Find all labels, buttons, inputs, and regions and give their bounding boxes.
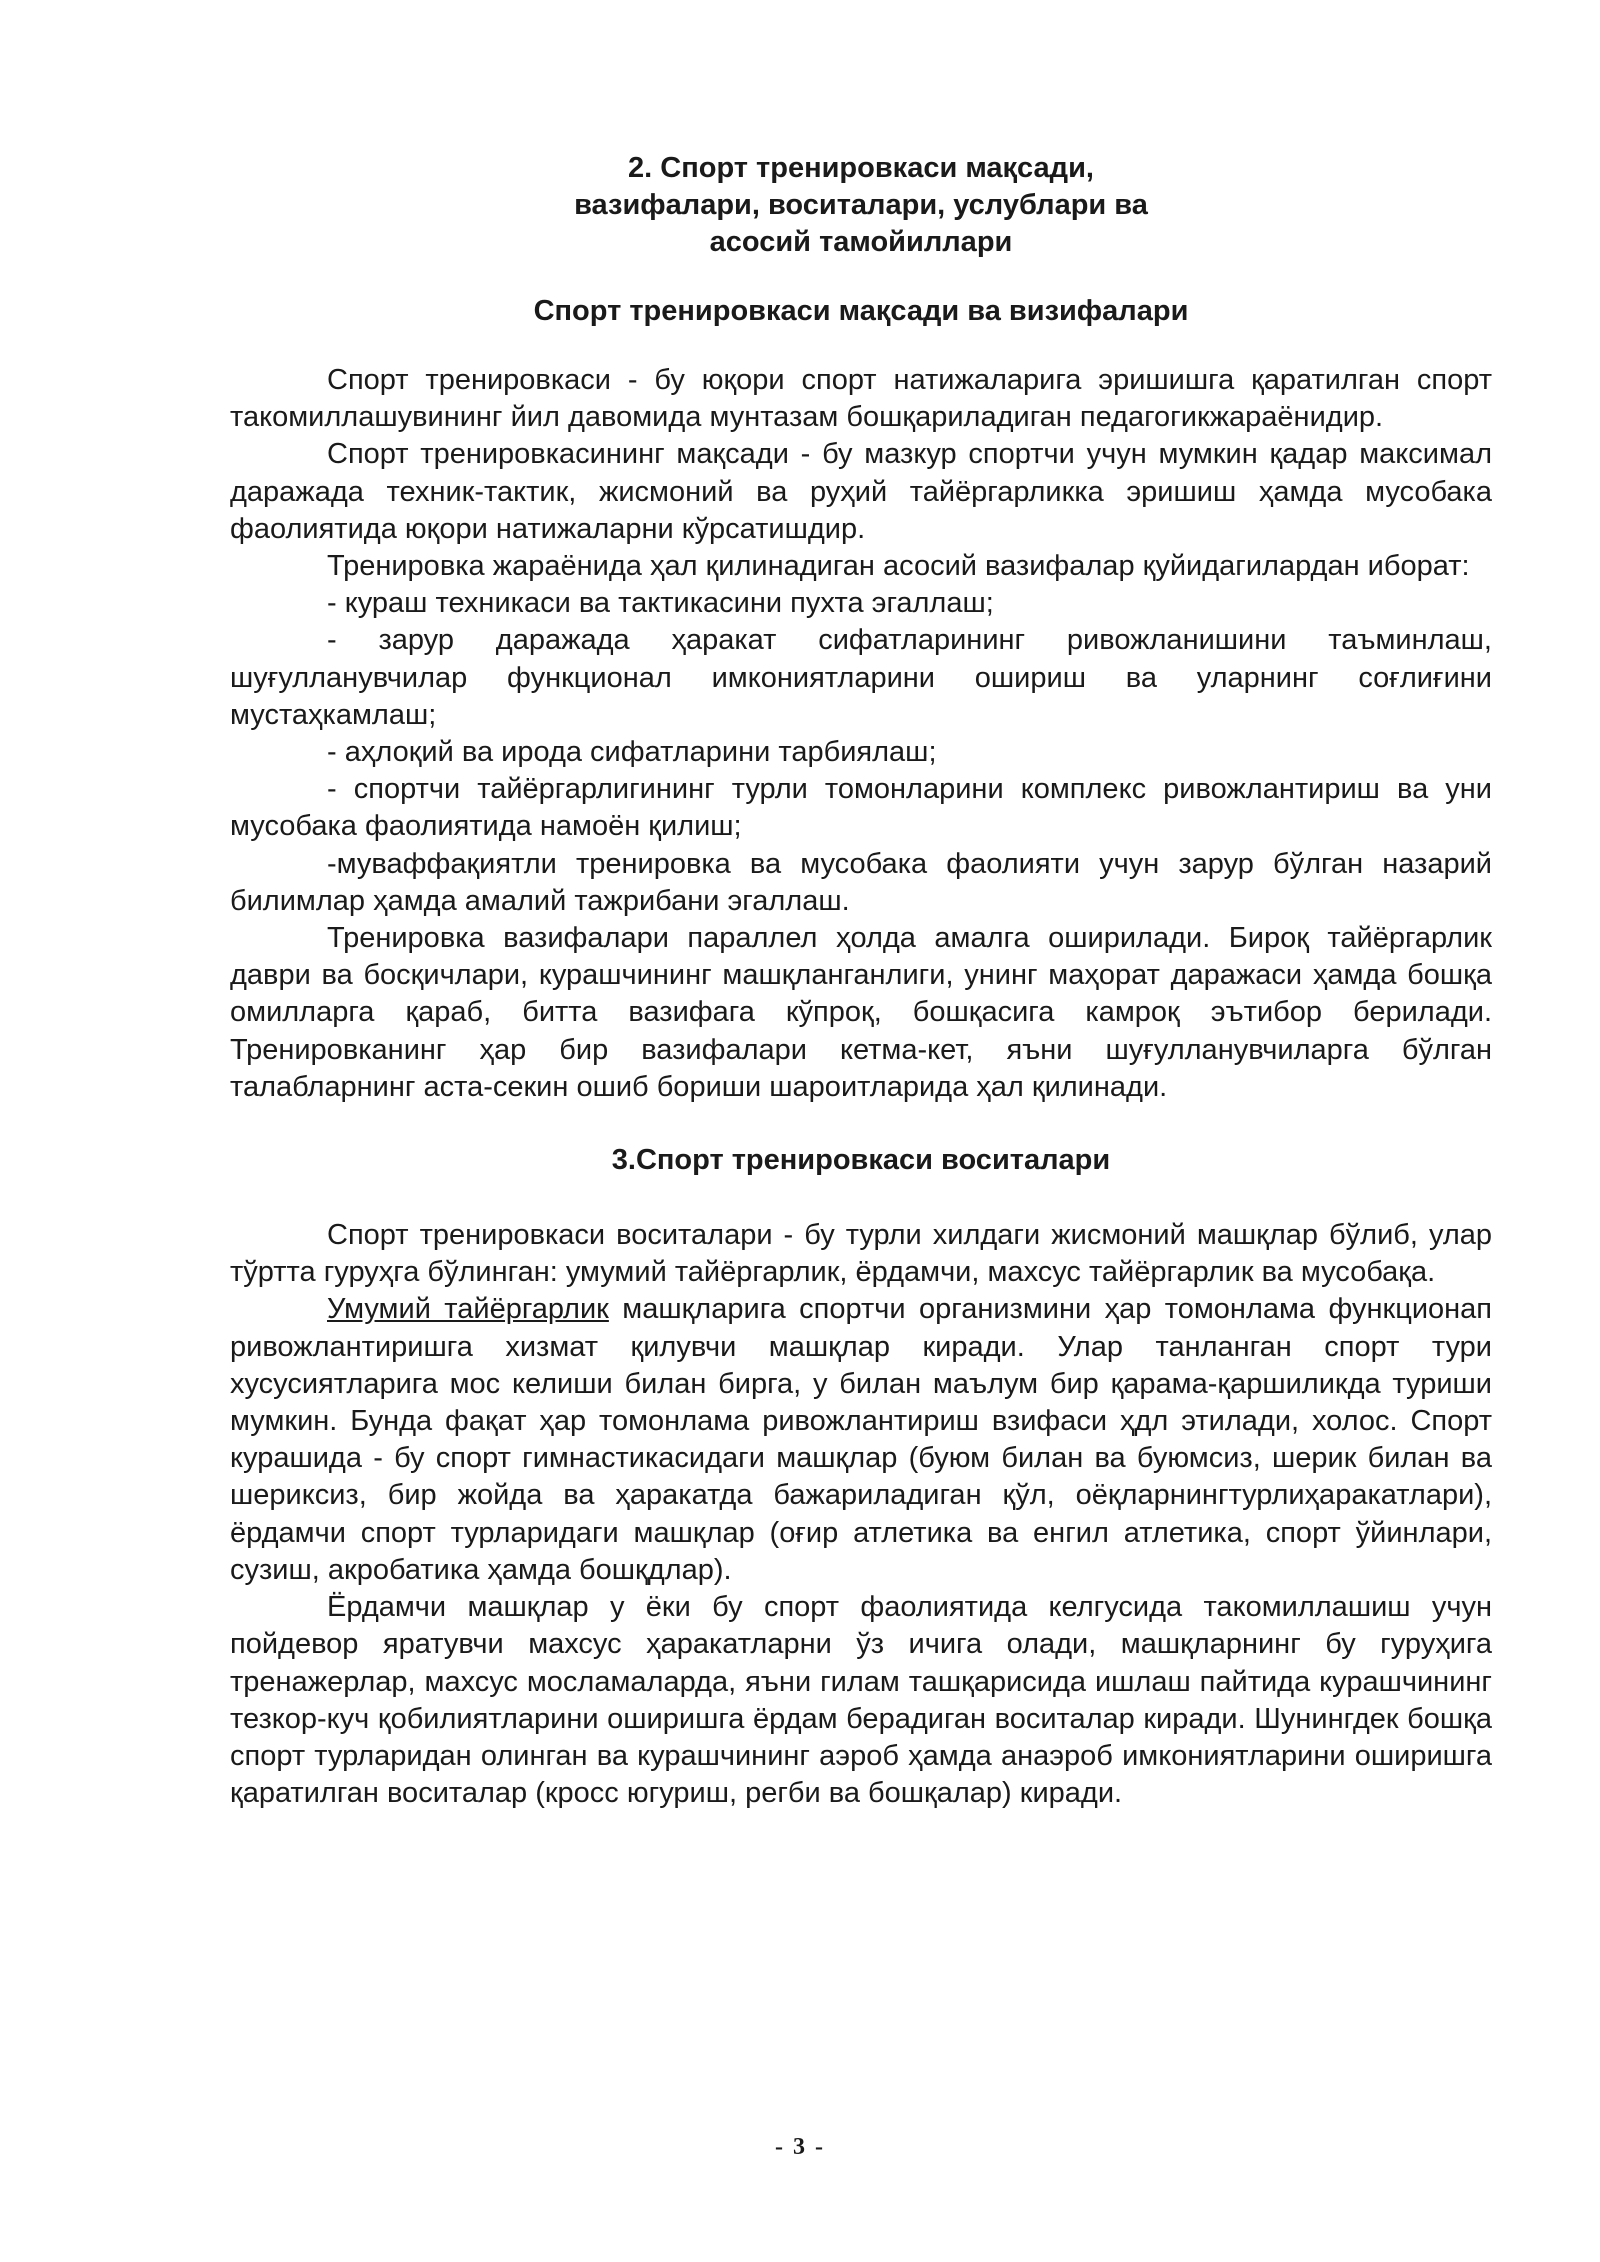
paragraph-text: машқларига спортчи организмини ҳар томонлама функционап ривожлантиришга хизмат қилувчи машқлар киради. Улар танланган спорт тури хусусиятларига мос келиши билан бирга, у билан маълум бир қарама-қаршиликда туриши мумкин. Бунда фақат ҳар томонлама ривожлантириш взифаси ҳдл этилади, холос. Спорт курашида - бу спорт гимнастикасидаги машқлар (буюм билан ва буюмсиз, шерик билан ва шериксиз, бир жойда ва ҳаракатда бажариладиган қўл, оёқларнингтурлиҳаракатлари), ёрдамчи спорт турларидаги машқлар (оғир атлетика ва енгил атлетика, спорт ўйинлари, сузиш, акробатика ҳамда бошқдлар).	[230, 1293, 1492, 1586]
paragraph: Спорт тренировкаси - бу юқори спорт натижаларига эришишга қаратилган спорт такомиллашувининг йил давомида мунтазам бошқариладиган педагогикжараёнидир.	[230, 364, 1492, 434]
title-line: асосий тамойиллари	[709, 226, 1013, 258]
underlined-term: Умумий тайёргарлик	[327, 1293, 609, 1326]
section-heading-means: 3.Спорт тренировкаси воситалари	[611, 1144, 1111, 1177]
list-item: -муваффақиятли тренировка ва мусобака фаолияти учун зарур бўлган назарий билимлар ҳамда амалий тажрибани эгаллаш.	[230, 847, 1492, 917]
title-line: 2. Спорт тренировкаси мақсади,	[628, 152, 1094, 184]
list-item: - аҳлоқий ва ирода сифатларини тарбиялаш;	[327, 736, 937, 769]
list-item: - зарур даражада ҳаракат сифатларининг ривожланишини таъминлаш, шуғулланувчилар функционал имкониятларини ошириш ва уларнинг соғлиғини мустаҳкамлаш;	[230, 624, 1492, 731]
section-goals-body	[230, 362, 1492, 1106]
paragraph	[230, 1291, 1492, 1589]
page-number: - 3 -	[775, 2134, 825, 2160]
list-item: - кураш техникаси ва тактикасини пухта эгаллаш;	[327, 587, 994, 620]
paragraph: Спорт тренировкаси воситалари - бу турли хилдаги жисмоний машқлар бўлиб, улар тўртта гуруҳга бўлинган: умумий тайёргарлик, ёрдамчи, махсус тайёргарлик ва мусобақа.	[230, 1219, 1492, 1289]
section-means-body	[230, 1217, 1492, 1812]
paragraph: Тренировка жараёнида ҳал қилинадиган асосий вазифалар қуйидагилардан иборат:	[327, 550, 1470, 583]
section-heading-goals: Спорт тренировкаси мақсади ва визифалари	[533, 295, 1189, 327]
paragraph: Спорт тренировкасининг мақсади - бу мазкур спортчи учун мумкин қадар максимал даражада техник-тактик, жисмоний ва руҳий тайёргарликка эришиш ҳамда мусобака фаолиятида юқори натижаларни кўрсатишдир.	[230, 438, 1492, 545]
document-page	[230, 150, 1492, 1812]
document-title	[230, 150, 1492, 261]
list-item: - спортчи тайёргарлигининг турли томонларини комплекс ривожлантириш ва уни мусобака фаолиятида намоён қилиш;	[230, 773, 1492, 843]
paragraph: Ёрдамчи машқлар у ёки бу спорт фаолиятида келгусида такомиллашиш учун пойдевор яратувчи махсус ҳаракатларни ўз ичига олади, машқларнинг бу гуруҳига тренажерлар, махсус мосламаларда, яъни гилам ташқарисида ишлаш пайтида курашчининг тезкор-куч қобилиятларини оширишга ёрдам берадиган воситалар киради. Шунингдек бошқа спорт турларидан олинган ва курашчининг аэроб ҳамда анаэроб имкониятларини оширишга қаратилган воситалар (кросс югуриш, регби ва бошқалар) киради.	[230, 1591, 1492, 1810]
paragraph: Тренировка вазифалари параллел ҳолда амалга оширилади. Бироқ тайёргарлик даври ва босқичлари, курашчининг машқланганлиги, унинг маҳорат даражаси ҳамда бошқа омилларга қараб, битта вазифага кўпроқ, бошқасига камроқ эътибор берилади. Тренировканинг ҳар бир вазифалари кетма-кет, яъни шуғулланувчиларга бўлган талабларнинг аста-секин ошиб бориши шароитларида ҳал қилинади.	[230, 922, 1492, 1103]
title-line: вазифалари, воситалари, услублари ва	[574, 189, 1148, 221]
